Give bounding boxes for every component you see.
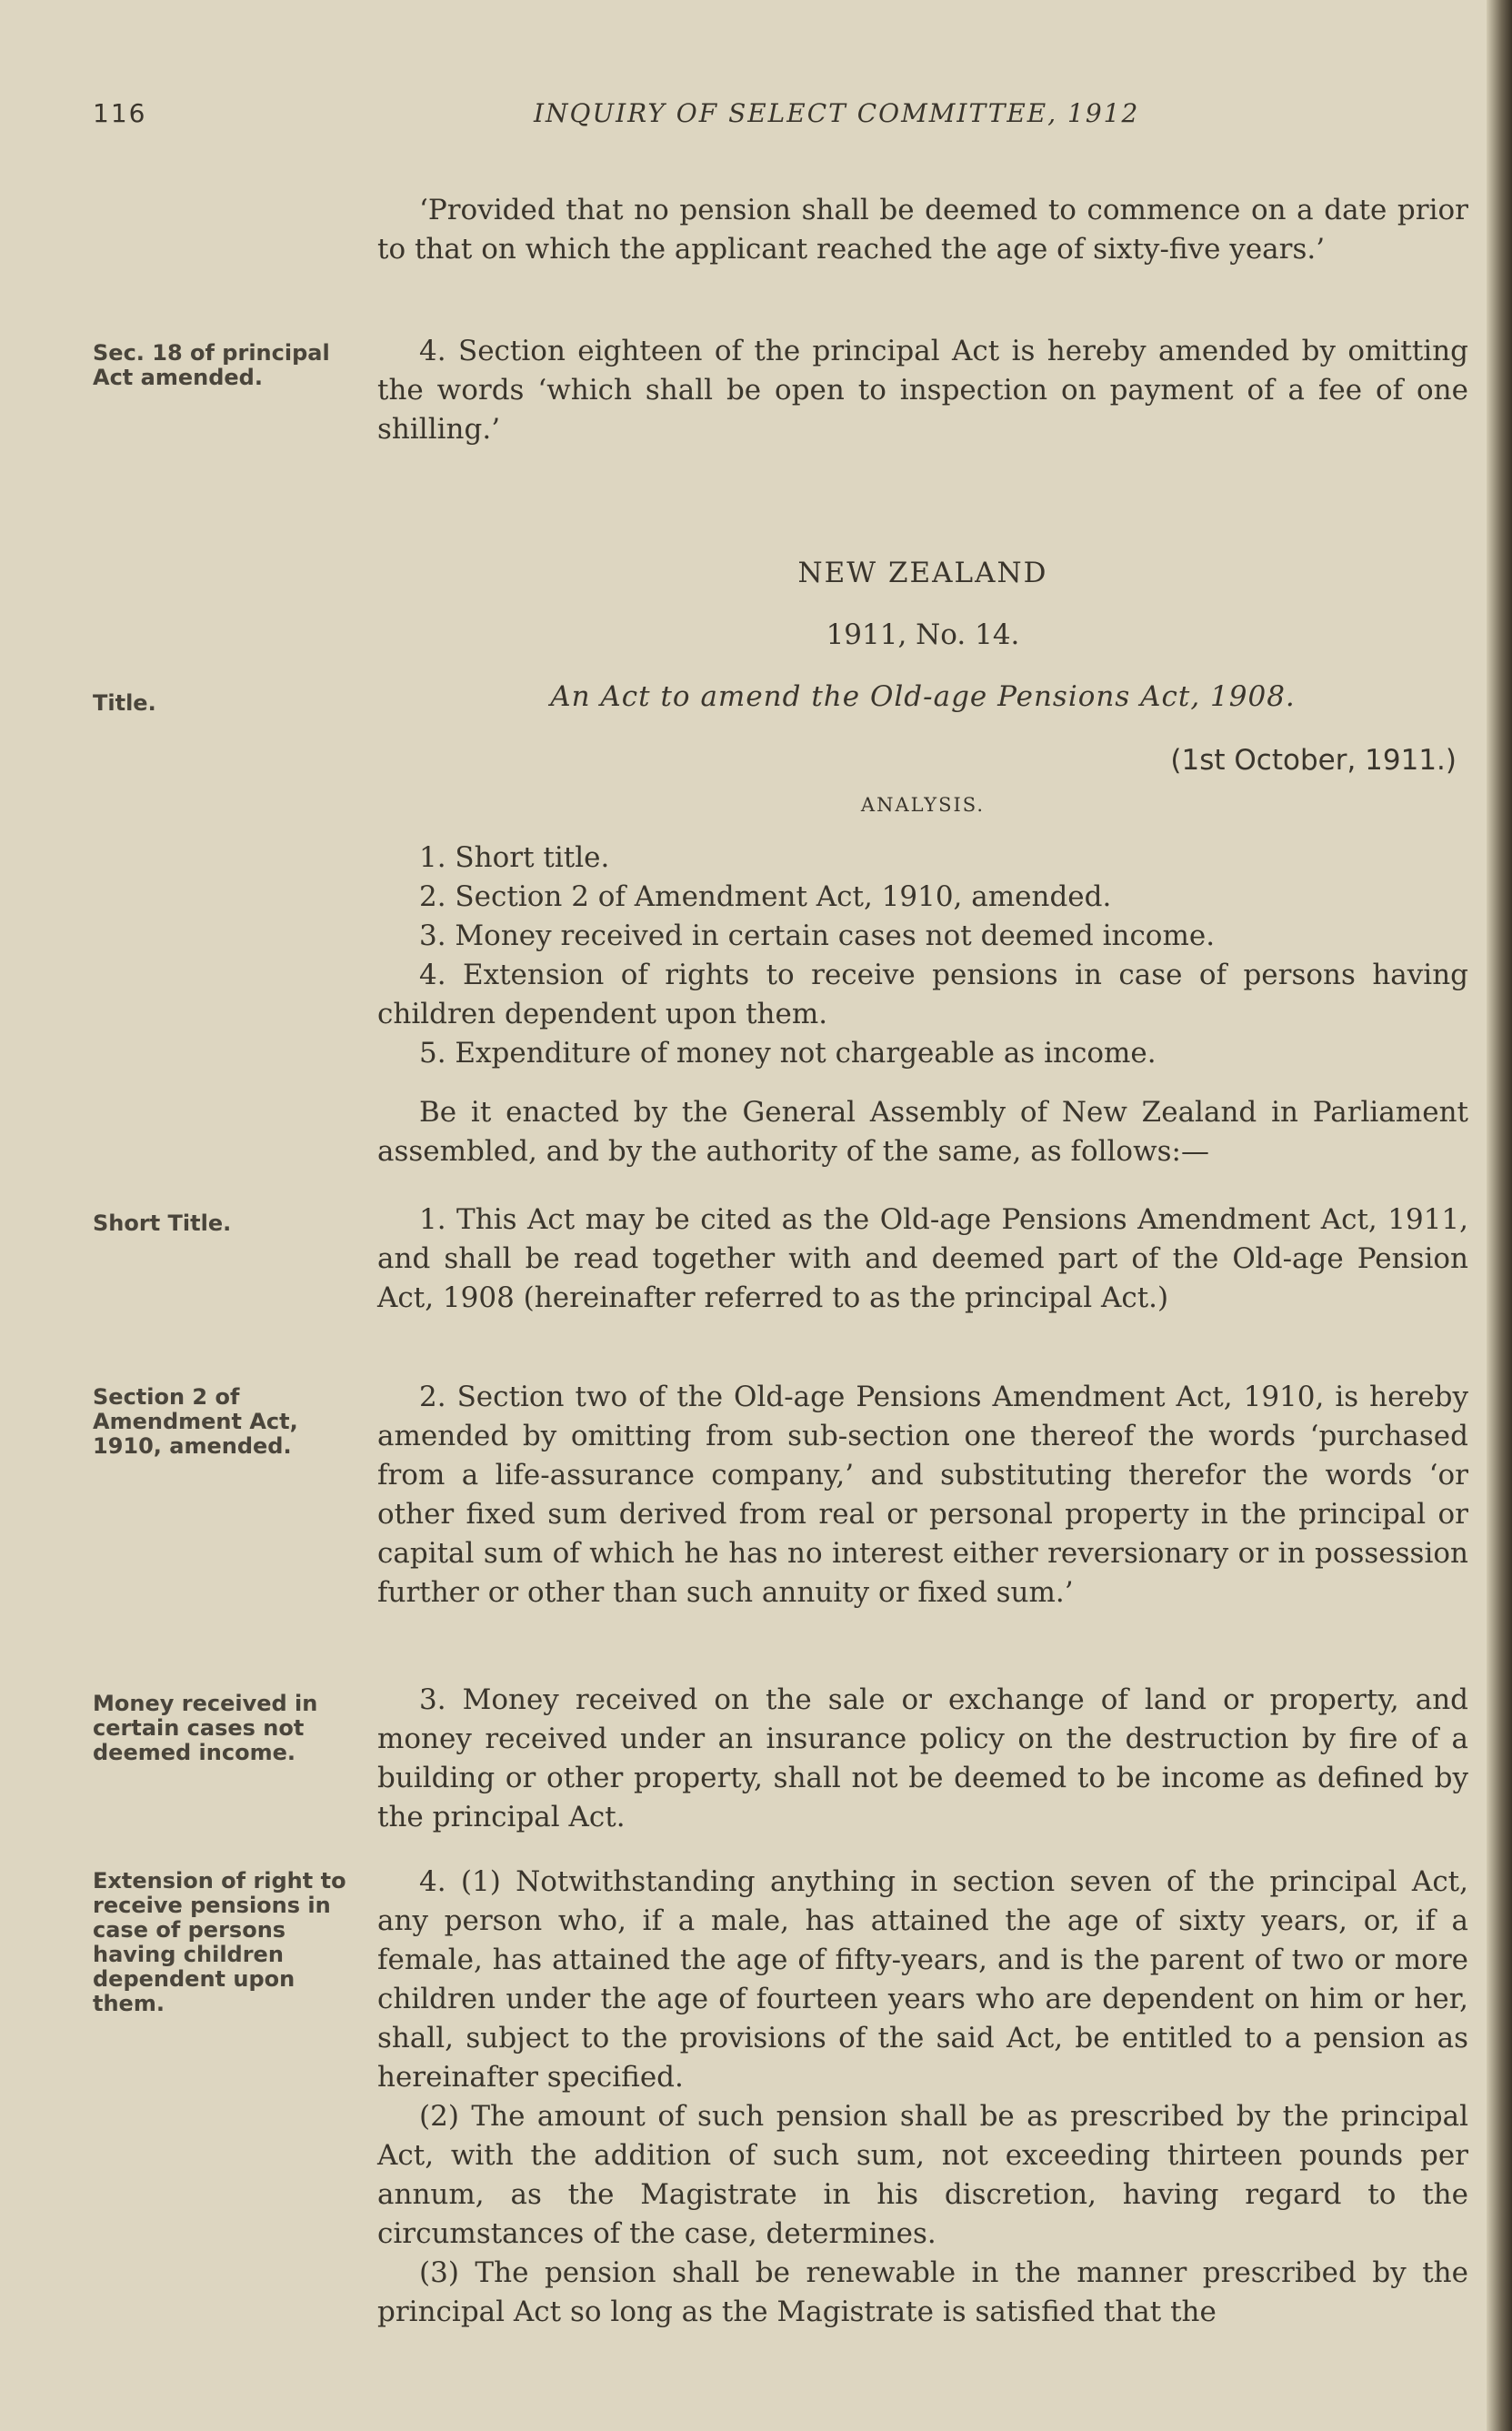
margin-note-section-3: Money received in certain cases not deemed income. (93, 1691, 318, 1765)
section-2: 2. Section two of the Old-age Pensions Amendment Act, 1910, is hereby amended by omitting from sub-section one thereof the words ‘purchased from a life-assurance company,’ and substituting therefor the words ‘or other fixed sum derived from real or personal property in the principal or capital sum of which he has no interest either reversionary or in possession further or other than such annuity or fixed sum.’ (377, 1381, 1468, 1609)
act-title: An Act to amend the Old-age Pensions Act, 1908. (550, 680, 1296, 713)
section-1: 1. This Act may be cited as the Old-age Pensions Amendment Act, 1911, and shall be read together with and deemed part of the Old-age Pension Act, 1908 (hereinafter referred to as the principal Act.) (377, 1203, 1468, 1314)
page-edge-shadow (1487, 0, 1512, 2431)
margin-note-short-title: Short Title. (93, 1210, 232, 1236)
section-3: 3. Money received on the sale or exchange of land or property, and money received under an insurance policy on the destruction by fire of a building or other property, shall not be deemed to be income as defined by the principal Act. (377, 1683, 1468, 1833)
running-header (93, 98, 1475, 135)
act-date: (1st October, 1911.) (1170, 744, 1457, 777)
section-4-old: 4. Section eighteen of the principal Act is hereby amended by omitting the words ‘which shall be open to inspection on payment of a fee of one shilling.’ (377, 335, 1468, 446)
section-4: 4. (1) Notwithstanding anything in section seven of the principal Act, any person who, if a male, has attained the age of sixty years, or, if a female, has attained the age of fifty-years, and is the parent of two or more children under the age of fourteen years who are dependent on him or her, shall, subject to the provisions of the said Act, be entitled to a pension as hereinafter specified. (377, 1865, 1468, 2094)
subsection-3: (3) The pension shall be renewable in the manner prescribed by the principal Act so long as the Magistrate is satisfied that the (377, 2256, 1468, 2328)
analysis-list (377, 839, 1468, 1073)
country-heading: NEW ZEALAND (797, 557, 1048, 589)
analysis-item: 4. Extension of rights to receive pensions in case of persons having children dependent upon them. (377, 959, 1468, 1030)
analysis-item: 3. Money received in certain cases not deemed income. (419, 919, 1216, 952)
enacting-clause: Be it enacted by the General Assembly of New Zealand in Parliament assembled, and by the authority of the same, as follows:— (377, 1096, 1468, 1168)
analysis-item: 5. Expenditure of money not chargeable as income. (419, 1037, 1157, 1070)
margin-note-section-2: Section 2 of Amendment Act, 1910, amended. (93, 1384, 298, 1459)
margin-note-section-4: Extension of right to receive pensions in case of persons having children dependent upon them. (93, 1868, 346, 2016)
running-title: INQUIRY OF SELECT COMMITTEE, 1912 (534, 98, 1140, 128)
subsection-2: (2) The amount of such pension shall be as prescribed by the principal Act, with the addition of such sum, not exceeding thirteen pounds per annum, as the Magistrate in his discretion, having regard to the circumstances of the case, determines. (377, 2100, 1468, 2250)
analysis-item: 1. Short title. (419, 841, 610, 874)
act-number: 1911, No. 14. (826, 618, 1020, 651)
page-number: 116 (93, 98, 147, 128)
margin-note-title: Title. (93, 690, 156, 716)
analysis-item: 2. Section 2 of Amendment Act, 1910, amended. (419, 880, 1112, 913)
intro-paragraph: ‘Provided that no pension shall be deemed to commence on a date prior to that on which the applicant reached the age of sixty-five years.’ (377, 194, 1468, 266)
analysis-heading: ANALYSIS. (860, 794, 986, 816)
margin-note-sec18: Sec. 18 of principal Act amended. (93, 340, 330, 390)
